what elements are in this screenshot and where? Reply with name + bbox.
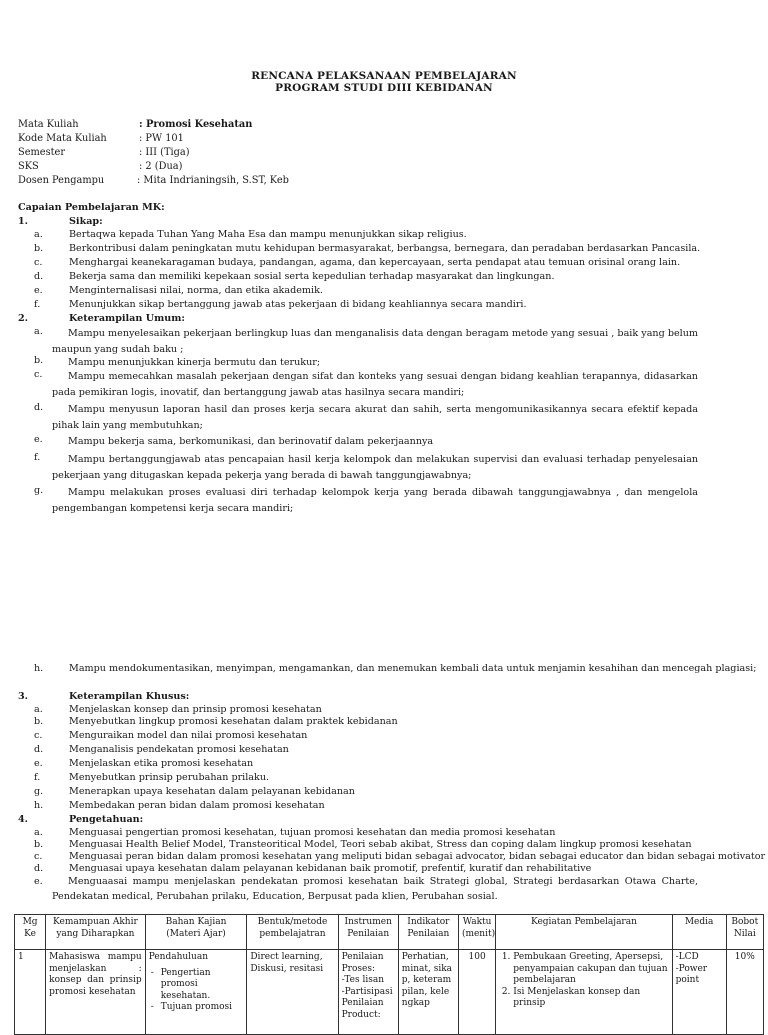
cell-indikator: Perhatian, minat, sikap, keterampilan, kelengkap (398, 950, 458, 1035)
section-number: 1. (18, 216, 29, 227)
table-header: Bentuk/metode pembelajatran (247, 915, 338, 950)
list-marker: c. (34, 730, 43, 741)
umum-item: Mampu bertanggungjawab atas pencapaian hasil kerja kelompok dan melakukan supervisi dan evaluasi terhadap penyelesaian pekerjaan yang ditugaskan kepada pekerja yang berada di bawah tanggungjawabnya; (52, 454, 698, 481)
pengetahuan-item: Menguasai peran bidan dalam promosi kesehatan yang meliputi bidan sebagai advocator, bidan sebagai educator dan bidan sebagai motivator (69, 851, 766, 862)
khusus-item: Menyebutkan lingkup promosi kesehatan dalam praktek kebidanan (69, 716, 398, 727)
list-marker: d. (34, 744, 44, 755)
table-header: Indikator Penilaian (398, 915, 458, 950)
pengetahuan-item: Menguasai upaya kesehatan dalam pelayanan kebidanan baik promotif, prefentif, kuratif dan rehabilitative (69, 863, 592, 874)
sikap-item: Bekerja sama dan memiliki kepekaan sosial serta kepedulian terhadap masyarakat dan lingkungan. (69, 271, 555, 282)
pengetahuan-item: Menguasai Health Belief Model, Transteoritical Model, Teori sebab akibat, Stress dan coping dalam lingkup promosi kesehatan (69, 839, 692, 850)
khusus-item: Membedakan peran bidan dalam promosi kesehatan (69, 800, 325, 811)
instrumen-item: -Partisipasi Penilaian Product: (341, 986, 393, 1020)
khusus-item: Menguraikan model dan nilai promosi kesehatan (69, 730, 308, 741)
list-marker: f. (34, 452, 41, 463)
umum-item: Mampu memecahkan masalah pekerjaan dengan sifat dan konteks yang sesuai dengan bidang keahlian terapannya, didasarkan pada pemikiran logis, inovatif, dan bertanggung jawab atas hasilnya secara mandiri; (52, 371, 698, 398)
umum-item: Mampu melakukan proses evaluasi diri terhadap kelompok kerja yang berada dibawah tanggungjawabnya , dan mengelola pengembangan kompetensi kerja secara mandiri; (52, 487, 698, 514)
sikap-item: Bertaqwa kepada Tuhan Yang Maha Esa dan mampu menunjukkan sikap religius. (69, 229, 467, 240)
document-page: RENCANA PELAKSANAAN PEMBELAJARAN PROGRAM STUDI DIII KEBIDANAN Mata Kuliah : Promosi Kesehatan Kode Mata Kuliah : PW 101 Semester : III (Tiga) SKS : 2 (Dua) Dosen Pengampu : Mita Indrianingsih, S.ST, Keb Capaian Pembelajaran MK: 1. Sikap: a. Bertaqwa kepada Tuhan Yang Maha Esa dan mampu menunjukkan sikap religius. b. Berkontribusi dalam peningkatan mutu kehidupan bermasyarakat, berbangsa, bernegara, dan peradaban berdasarkan Pancasila. c. Menghargai keanekaragaman budaya, pandangan, agama, dan kepercayaan, serta pendapat atau temuan orisinal orang lain. d. Bekerja sama dan memiliki kepekaan sosial serta kepedulian terhadap masyarakat dan lingkungan. e. Menginternalisasi nilai, norma, dan etika akademik. f. Menunjukkan sikap bertanggung jawab atas pekerjaan di bidang keahliannya secara mandiri. 2. Keterampilan Umum: a. Mampu menyelesaikan pekerjaan berlingkup luas dan menganalisis data dengan beragam metode yang sesuai , baik yang belum maupun yang sudah baku ; b. Mampu menunjukkan kinerja bermutu dan terukur; c. Mampu memecahkan masalah pekerjaan dengan sifat dan konteks yang sesuai dengan bidang keahlian terapannya, didasarkan pada pemikiran logis, inovatif, dan bertanggung jawab atas hasilnya secara mandiri; d. Mampu menyusun laporan hasil dan proses kerja secara akurat dan sahih, serta mengomunikasikannya secara efektif kepada pihak lain yang membutuhkan; e. Mampu bekerja sama, berkomunikasi, dan berinovatif dalam pekerjaannya f. Mampu bertanggungjawab atas pencapaian hasil kerja kelompok dan melakukan supervisi dan evaluasi terhadap penyelesaian pekerjaan yang ditugaskan kepada pekerja yang berada di bawah tanggungjawabnya; g. Mampu melakukan proses evaluasi diri terhadap kelompok kerja yang berada dibawah tanggungjawabnya , dan mengelola pengembangan kompetensi kerja secara mandiri; h. Mampu mendokumentasikan, menyimpan, mengamankan, dan menemukan kembali data untuk menjamin kesahihan dan mencegah plagiasi; 3. Keterampilan Khusus: a. Menjelaskan konsep dan prinsip promosi kesehatan b. Menyebutkan lingkup promosi kesehatan dalam praktek kebidanan c. Menguraikan model dan nilai promosi kesehatan d. Menganalisis pendekatan promosi kesehatan e. Menjelaskan etika promosi kesehatan f. Menyebutkan prinsip perubahan prilaku. g. Menerapkan upaya kesehatan dalam pelayanan kebidanan h. Membedakan peran bidan dalam promosi kesehatan 4. Pengetahuan: a. Menguasai pengertian promosi kesehatan, tujuan promosi kesehatan dan media promosi kesehatan b. Menguasai Health Belief Model, Transteoritical Model, Teori sebab akibat, Stress dan coping dalam lingkup promosi kesehatan c. Menguasai peran bidan dalam promosi kesehatan yang meliputi bidan sebagai advocator, bidan sebagai educator dan bidan sebagai motivator d. Menguasai upaya kesehatan dalam pelayanan kebidanan baik promotif, prefentif, kuratif dan rehabilitative e. Menguaasai mampu menjelaskan pendekatan promosi kesehatan baik Strategi global, Strategi berdasarkan Otawa Charte, Pendekatan medical, Perubahan prilaku, Education, Berpusat pada klien, Perubahan sosial. Mg Ke Kemampuan Akhir yang Diharapkan Bahan Kajian (Materi Ajar) Bentuk/metode pembelajatran Instrumen Penilaian Indikator Penilaian Waktu (menit) Kegiatan Pembelajaran Media Bobot Nilai 1 Mahasiswa mampu menjelaskan : konsep dan prinsip promosi kesehatan Pendahuluan - Pengertian promosi kesehatan. - Tujuan promosi Direct learning, Diskusi, resitasi Penilaian Proses: -Tes lisan -Partisipasi Penilaian Product: Perhatian, minat, sikap, keterampilan, kelengkap 100 1. Pembukaan Greeting, Apersepsi, penyampaian cakupan dan tujuan pembelajaran 2. Isi Menjelaskan konsep dan prinsip -LCD -Power point 10% (0, 0, 768, 1024)
table-header: Instrumen Penilaian (338, 915, 398, 950)
list-marker: e. (34, 285, 43, 296)
table-header-row (15, 915, 764, 950)
section-title-sikap: Sikap: (69, 216, 103, 227)
doc-title-line1: RENCANA PELAKSANAAN PEMBELAJARAN (251, 70, 517, 82)
table-header: Waktu (menit) (458, 915, 495, 950)
instrumen-item: -Tes lisan (341, 975, 385, 985)
capaian-title: Capaian Pembelajaran MK: (18, 202, 165, 213)
kegiatan-step: 1. Pembukaan Greeting, Apersepsi, penyampaian cakupan dan tujuan pembelajaran (513, 952, 668, 987)
pengetahuan-item: Menguasai pengertian promosi kesehatan, tujuan promosi kesehatan dan media promosi kesehatan (69, 827, 556, 838)
list-marker: a. (34, 704, 43, 715)
doc-title-line2: PROGRAM STUDI DIII KEBIDANAN (275, 82, 493, 94)
list-marker: d. (34, 271, 44, 282)
media-item: -Power point (675, 963, 708, 985)
khusus-item: Menjelaskan konsep dan prinsip promosi kesehatan (69, 704, 322, 715)
list-marker: e. (34, 758, 43, 769)
list-marker: b. (34, 716, 44, 727)
sikap-item: Menginternalisasi nilai, norma, dan etika akademik. (69, 285, 323, 296)
umum-item: Mampu menyelesaikan pekerjaan berlingkup luas dan menganalisis data dengan beragam metode yang sesuai , baik yang belum maupun yang sudah baku ; (52, 328, 698, 355)
list-marker: b. (34, 243, 44, 254)
list-marker: f. (34, 299, 41, 310)
list-marker: a. (34, 229, 43, 240)
cell-mg: 1 (15, 950, 46, 1035)
cell-media (672, 950, 726, 1035)
table-header: Bahan Kajian (Materi Ajar) (145, 915, 247, 950)
list-marker: g. (34, 786, 44, 797)
cell-kegiatan (496, 950, 672, 1035)
table-header: Mg Ke (15, 915, 46, 950)
list-marker: g. (34, 485, 44, 496)
kegiatan-step: 2. Isi Menjelaskan konsep dan prinsip (513, 987, 668, 1010)
bahan-item: - Tujuan promosi (161, 1002, 244, 1014)
khusus-item: Menjelaskan etika promosi kesehatan (69, 758, 254, 769)
table-header: Kegiatan Pembelajaran (496, 915, 672, 950)
section-number: 3. (18, 691, 29, 702)
umum-item: Mampu menunjukkan kinerja bermutu dan terukur; (68, 357, 321, 368)
sikap-item: Menunjukkan sikap bertanggung jawab atas pekerjaan di bidang keahliannya secara mandiri. (69, 299, 527, 310)
section-title-khusus: Keterampilan Khusus: (69, 691, 190, 702)
list-marker: c. (34, 369, 43, 380)
khusus-item: Menyebutkan prinsip perubahan prilaku. (69, 772, 270, 783)
list-marker: d. (34, 402, 44, 413)
cell-instrumen (338, 950, 398, 1035)
section-title-pengetahuan: Pengetahuan: (69, 814, 144, 825)
umum-item: Mampu menyusun laporan hasil dan proses kerja secara akurat dan sahih, serta mengomunikasikannya secara efektif kepada pihak lain yang membutuhkan; (52, 404, 698, 431)
section-title-umum: Keterampilan Umum: (69, 313, 185, 324)
table-header: Kemampuan Akhir yang Diharapkan (46, 915, 146, 950)
cell-waktu: 100 (458, 950, 495, 1035)
cell-kemampuan: Mahasiswa mampu menjelaskan : konsep dan prinsip promosi kesehatan (46, 950, 146, 1035)
bahan-item: - Pengertian promosi kesehatan. (161, 968, 244, 1003)
list-marker: b. (34, 355, 44, 366)
cell-bahan (145, 950, 247, 1035)
umum-item: Mampu mendokumentasikan, menyimpan, mengamankan, dan menemukan kembali data untuk menjamin kesahihan dan mencegah plagiasi; (69, 663, 757, 674)
list-marker: h. (34, 663, 44, 674)
list-marker: h. (34, 800, 44, 811)
table-header: Media (672, 915, 726, 950)
section-number: 4. (18, 814, 29, 825)
media-item: -LCD (675, 952, 699, 962)
table-header: Bobot Nilai (726, 915, 763, 950)
sikap-item: Berkontribusi dalam peningkatan mutu kehidupan bermasyarakat, berbangsa, bernegara, dan peradaban berdasarkan Pancasila. (69, 243, 701, 254)
umum-item: Mampu bekerja sama, berkomunikasi, dan berinovatif dalam pekerjaannya (68, 436, 434, 447)
list-marker: b. (34, 839, 44, 850)
cell-bobot: 10% (726, 950, 763, 1035)
list-marker: d. (34, 863, 44, 874)
list-marker: e. (34, 876, 43, 887)
list-marker: c. (34, 257, 43, 268)
list-marker: a. (34, 827, 43, 838)
rps-table (14, 914, 764, 1035)
list-marker: e. (34, 434, 43, 445)
bahan-title: Pendahuluan (148, 952, 209, 962)
khusus-item: Menganalisis pendekatan promosi kesehatan (69, 744, 289, 755)
instrumen-title: Penilaian Proses: (341, 952, 384, 974)
section-number: 2. (18, 313, 29, 324)
list-marker: c. (34, 851, 43, 862)
list-marker: a. (34, 326, 43, 337)
sikap-item: Menghargai keanekaragaman budaya, pandangan, agama, dan kepercayaan, serta pendapat atau temuan orisinal orang lain. (69, 257, 681, 268)
table-row (15, 950, 764, 1035)
khusus-item: Menerapkan upaya kesehatan dalam pelayanan kebidanan (69, 786, 355, 797)
pengetahuan-item: Menguaasai mampu menjelaskan pendekatan promosi kesehatan baik Strategi global, Strategi berdasarkan Otawa Charte, Pendekatan medical, Perubahan prilaku, Education, Berpusat pada klien, Perubahan sosial. (52, 876, 698, 902)
cell-metode: Direct learning, Diskusi, resitasi (247, 950, 338, 1035)
list-marker: f. (34, 772, 41, 783)
